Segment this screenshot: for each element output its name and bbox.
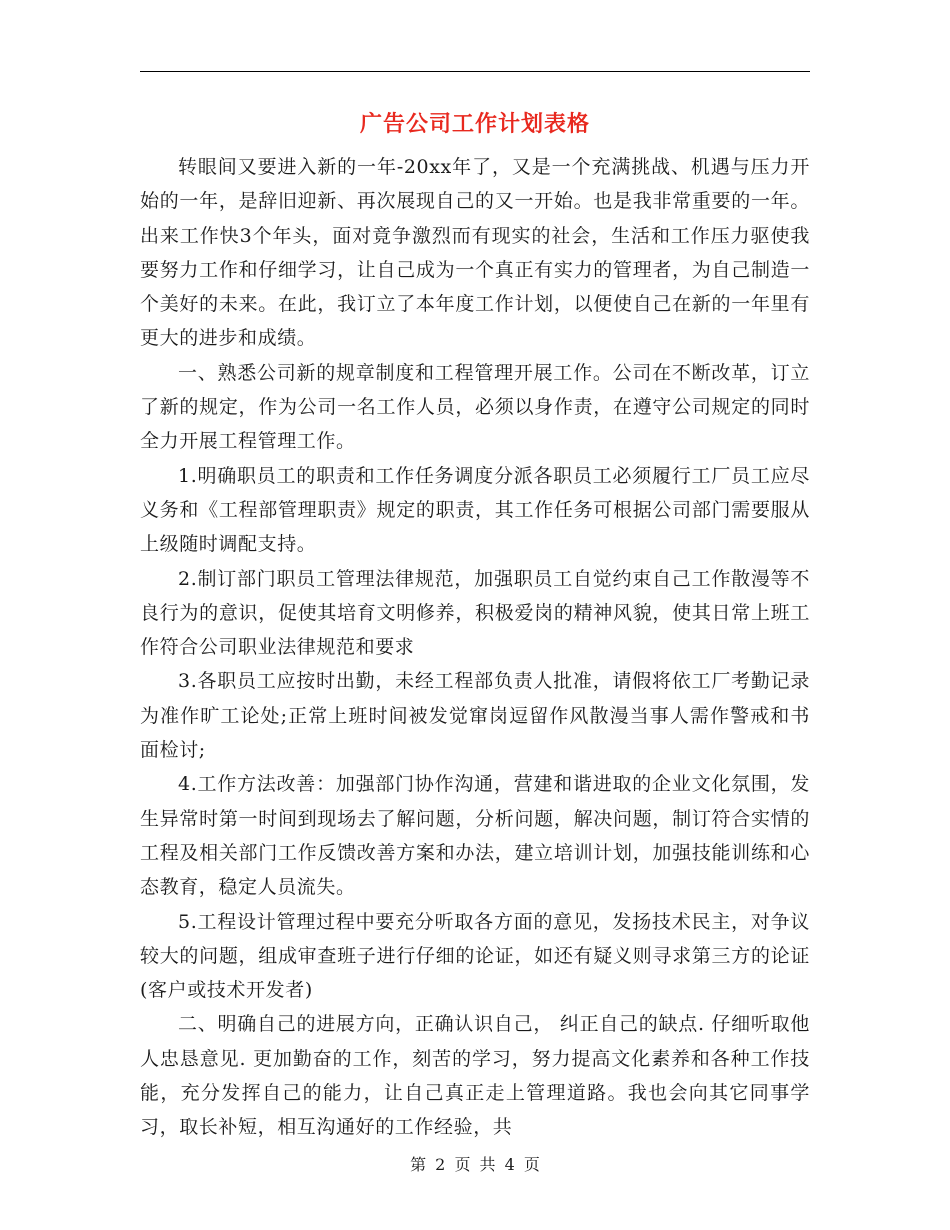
- paragraph-section-2: 二、明确自己的进展方向，正确认识自己， 纠正自己的缺点. 仔细听取他人忠恳意见. 更加勤奋的工作，刻苦的学习，努力提高文化素养和各种工作技能，充分发挥自己的能力，让自己真正走上管理道路。我也会向其它同事学习，取长补短，相互沟通好的工作经验，共: [140, 1013, 810, 1139]
- paragraph-item-1: 1.明确职员工的职责和工作任务调度分派各职员工必须履行工厂员工应尽义务和《工程部管理职责》规定的职责，其工作任务可根据公司部门需要服从上级随时调配支持。: [140, 464, 810, 556]
- paragraph-intro: 转眼间又要进入新的一年-20xx年了，又是一个充满挑战、机遇与压力开始的一年，是辞旧迎新、再次展现自己的又一开始。也是我非常重要的一年。出来工作快3个年头，面对竟争激烈而有现实的社会，生活和工作压力驱使我要努力工作和仔细学习，让自己成为一个真正有实力的管理者，为自己制造一个美好的未来。在此，我订立了本年度工作计划，以便使自己在新的一年里有更大的进步和成绩。: [140, 156, 810, 350]
- document-title: 广告公司工作计划表格: [359, 111, 590, 137]
- header-rule: [140, 71, 810, 72]
- paragraph-item-5: 5.工程设计管理过程中要充分听取各方面的意见，发扬技术民主，对争议较大的问题，组成审查班子进行仔细的论证，如还有疑义则寻求第三方的论证(客户或技术开发者): [140, 910, 810, 1002]
- paragraph-item-4: 4.工作方法改善：加强部门协作沟通，营建和谐进取的企业文化氛围，发生异常时第一时间到现场去了解问题，分析问题，解决问题，制订符合实情的工程及相关部门工作反馈改善方案和办法，建立培训计划，加强技能训练和心态教育，稳定人员流失。: [140, 773, 810, 899]
- paragraph-item-3: 3.各职员工应按时出勤，未经工程部负责人批准，请假将依工厂考勤记录为准作旷工论处;正常上班时间被发觉窜岗逗留作风散漫当事人需作警戒和书面检讨;: [140, 670, 810, 762]
- document-body: [140, 150, 810, 1145]
- page-number-footer: 第 2 页 共 4 页: [410, 1155, 540, 1174]
- paragraph-item-2: 2.制订部门职员工管理法律规范，加强职员工自觉约束自己工作散漫等不良行为的意识，促使其培育文明修养，积极爱岗的精神风貌，使其日常上班工作符合公司职业法律规范和要求: [140, 567, 810, 659]
- paragraph-section-1: 一、熟悉公司新的规章制度和工程管理开展工作。公司在不断改革，订立了新的规定，作为公司一名工作人员，必须以身作责，在遵守公司规定的同时全力开展工程管理工作。: [140, 361, 810, 453]
